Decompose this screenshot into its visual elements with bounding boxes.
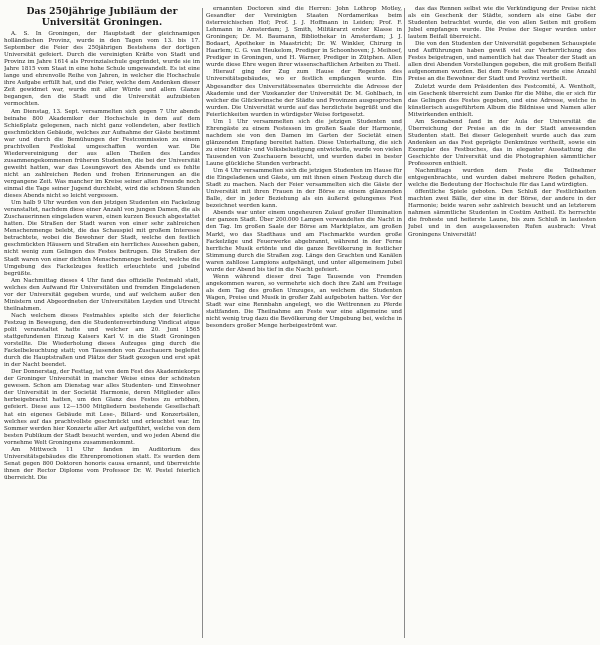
paragraph: Abends war unter einem ungeheuren Zulauf großer Illumination der ganzen Stadt. Über 200.000 Lampen verwandelten die Nacht in den Tag. Im großen Saale der Börse am Marktplatze, am großen Markt, wo das Stadthaus und am Fischmarkte wurden große Fackelzüge und Feuerwerke abgebrannt, während in der Ferne herrliche Musik ertönte und die ganze Bevölkerung in festlicher Stimmung durch die Straßen zog. Längs den Grachten und Kanälen waren zahllose Lampions aufgehängt, und unter allgemeinem Jubel wurde der Abend bis tief in die Nacht gefeiert. xyxy=(206,210,402,273)
column-3 xyxy=(408,6,596,484)
paragraph: Hierauf ging der Zug zum Hause der Regenten des Universitätsgebäudes, wo er festlich empfangen wurde. Ein Abgesandter des Universitätssenates überreichte die Adresse der Akademie und der Vizekanzler der Universität Dr. M. Gohlbach, in welcher die Glückwünsche der Städte und Provinzen ausgesprochen wurden. Die Universität wurde auf das herzlichste begrüßt und die Feierlichkeiten wurden in würdigster Weise fortgesetzt. xyxy=(206,69,402,118)
paragraph: Nachmittags wurden dem Feste die Teilnehmer entgegenbrachte, und wurden dabei mehrere Reden gehalten, welche die Bedeutung der Hochschule für das Land würdigten. xyxy=(408,168,596,189)
paragraph: Am Sonnabend fand in der Aula der Universität die Überreichung der Preise an die in der Stadt anwesenden Studenten statt. Bei dieser Gelegenheit wurde auch das zum Andenken an das Fest geprägte Denkmünze vertheilt, sowie ein Exemplar des Festbuches, das in eleganter Ausstattung die Geschichte der Universität und die Photographien sämmtlicher Professoren enthielt. xyxy=(408,118,596,168)
paragraph: Um 4 Uhr versammelten sich die jetzigen Studenten im Hause für die Eingeladenen und Gäste, um mit ihnen einen Festzug durch die Stadt zu machen. Nach der Feier versammelten sich die Gäste der Universität mit ihren Frauen in der Börse zu einem glänzenden Balle, der in jeder Beziehung als ein äußerst gelungenes Fest bezeichnet werden kann. xyxy=(206,168,402,210)
paragraph: Wenn während dieser drei Tage Tausende von Fremden angekommen waren, so vermehrte sich doch ihre Zahl am Freitage als dem Tag des großen Umzuges, an welchem die Studenten Wagen, Preise und Musik in großer Zahl aufgeboten hatten. Vor der Stadt war eine Rennbahn angelegt, wo die Wettrennen zu Pferde stattfanden. Die Theilnahme am Feste war eine allgemeine und nicht wenig trug dazu die Bevölkerung der Umgebung bei, welche in besonders großer Menge herbeigeströmt war. xyxy=(206,273,402,330)
paragraph: Der Donnerstag, der Festtag, ist von dem Fest des Akademiekorps der Groninger Universität in mancher Weise eines der schönsten gewesen. Schon am Dienstag war alles Studenten- und Einwohner der Universität in der Societät Harmonie, deren Mitglieder alles herbeigebracht hatten, um den Glanz des Festes zu erhöhen, gefeiert. Diese aus 12—1500 Mitgliedern bestehende Gesellschaft hat ein eigenes Gebäude mit Lese-, Billard- und Konzertsälen, welches auf das prachtvollste geschmückt und erleuchtet war. Im Sommer werden hier Konzerte aller Art aufgeführt, welche von dem besten Publikum der Stadt besucht werden, und wo jeden Abend die vornehme Welt Groningens zusammenkommt. xyxy=(4,369,200,446)
column-2 xyxy=(206,6,402,638)
paragraph: Die von den Studenten der Universität gegebenen Schauspiele und Aufführungen haben gewiß viel zur Verherrlichung des Festes beigetragen, und namentlich hat das Theater der Stadt an allen drei Abenden Vorstellungen gegeben, die mit großem Beifall aufgenommen wurden. Bei dem Feste selbst wurde eine Anzahl Preise an die Bewohner der Stadt und Provinz vertheilt. xyxy=(408,41,596,83)
article-title: Das 250jährige Jubiläum der Universität Groningen. xyxy=(26,6,178,28)
column-divider xyxy=(404,8,405,638)
paragraph: A. S. In Groningen, der Hauptstadt der gleichnamigen holländischen Provinz, wurde in den Tagen vom 13. bis 17. September die Feier des 250jährigen Bestehens der dortigen Universität gefeiert. Durch die vereinigten Kräfte von Stadt und Provinz im Jahre 1614 als Provinzialschule gegründet, wurde sie im Jahre 1815 vom Staat in eine hohe Schule umgewandelt. Es ist eine lange und ehrenvolle Reihe von Jahren, in welcher die Hochschule ihre Aufgabe erfüllt hat, und die Feier, welche dem Andenken dieser Zeit gewidmet war, wurde mit aller Würde und allem Glanze begangen, den die Stadt und die Universität aufzubieten vermochten. xyxy=(4,31,200,108)
column-1 xyxy=(4,6,200,642)
paragraph: Am Mittwoch 11 Uhr fanden im Auditorium des Universitätsgebäudes die Ehrenpromotionen statt. Es wurden dem Senat gegen 800 Doktoren honoris causa ernannt, und überreichte ihnen der Rector Diplome vom Professor Dr. W. Pestel feierlich überreicht. Die xyxy=(4,446,200,481)
paragraph: ernannten Doctoren sind die Herren: John Lothrop Motley, Gesandter der Vereinigten Staaten Nordamerikas beim österreichischen Hof; Prof. J. J. Hoffmann in Leiden; Prof. F. Lehmann in Amsterdam; J. Smith, Militärarzt erster Klasse in Groningen; Dr. M. Baumann, Bibliothekar in Amsterdam; J. J. Bodaart, Apotheker in Maastricht; Dr. W. Winkler, Chirurg in Haarlem; C. G. van Heukelom, Prediger in Schoonhoven; J. Meihoef, Prediger in Groningen, und H. Warner, Prediger in Zütphen. Allen wurde diese Ehre wegen ihrer wissenschaftlichen Arbeiten zu Theil. xyxy=(206,6,402,69)
paragraph: Zuletzt wurde dem Präsidenten des Festcomité, A. Wentholt, ein Geschenk überreicht zum Danke für die Mühe, die er sich für das Gelingen des Festes gegeben, und eine Adresse, welche in künstlerisch ausgeführtem Album die Bildnisse und Namen aller Mitwirkenden enthielt. xyxy=(408,83,596,118)
paragraph: das das Rennen selbst wie die Verkündigung der Preise nicht als ein Geschenk der Städte, sondern als eine Gabe der Studenten betrachtet wurde, die von allen Seiten mit großem Jubel empfangen wurde. Die Preise der Sieger wurden unter lautem Beifall überreicht. xyxy=(408,6,596,41)
paragraph: Um 1 Uhr versammelten sich die jetzigen Studenten und Ehrengäste zu einem Festessen im großen Saale der Harmonie, nachdem sie von den Damen im Garten der Societät einen glänzenden Empfang bereitet hatten. Diese Unterhaltung, die sich zu einer Militär- und Volksbelustigung entwickelte, wurde von vielen Tausenden von Zuschauern besucht, und wurden dabei in bester Laune glückliche Stunden verbracht. xyxy=(206,118,402,168)
paragraph: Nach welchem dieses Festmahles spielte sich der feierliche Festzug in Bewegung, den die Studentenverbindung Vindicat atque polit veranstaltet hatte und welcher am 20. Juni 1565 stattgefundenen Einzug Kaisers Karl V. in die Stadt Groningen vorstellte. Die Wiederholung dieses Aufzuges ging durch die Fackelbeleuchtung statt; von Tausenden von Zuschauern begleitet durch die Hauptstraßen und Plätze der Stadt gezogen und erst spät in der Nacht beendet. xyxy=(4,312,200,369)
paragraph: Um halb 9 Uhr wurden von den jetzigen Studenten ein Fackelzug veranstaltet, nachdem diese einer Anzahl von jungen Damen, die als Zuschauerinnen eingeladen waren, einen kurzen Besuch abgestattet hatten. Die Straßen der Stadt waren von einer sehr zahlreichen Menschenmenge belebt, die das Schauspiel mit großem Interesse betrachtete, wobei die Bewohner der Stadt, welche den festlich geschmückten Häusern und Straßen ein herrliches Aussehen gaben, nicht wenig zum Gelingen des Festes beitrugen. Die Straßen der Stadt waren von einer dichten Menschenmenge bedeckt, welche die Umgebung des Fackelzuges festlich erleuchtete und jubelnd begrüßte. xyxy=(4,200,200,277)
paragraph: Am Dienstag, 13. Sept. versammelten sich gegen 7 Uhr abends beinahe 800 Akademiker der Hochschule in dem auf dem Schießplatz gelegenen, nach nicht ganz vollendeten, aber festlich geschmückten Gebäude, welches zur Aufnahme der Gäste bestimmt war und durch die Bemühungen der Festcommission zu einem prachtvollen Festlokal umgeschaffen worden war. Die Wiedervereinigung der aus allen Theilen des Landes zusammengekommenen früheren Studenten, die bei der Universität geweiht hatten, war das Losungswort des Abends und es fehlte nicht an zahlreichen Reden und frohen Erinnerungen an die vergangene Zeit. Was mancher im Kreise seiner alten Freunde noch einmal die Tage seiner Jugend durchlebt, wird die schönen Stunden dieses Abends nicht so leicht vergessen. xyxy=(4,108,200,200)
paragraph: öffentliche Spiele geboten. Den Schluß der Festlichkeiten machten zwei Bälle, der eine in der Börse, der andere in der Harmonie; beide waren sehr zahlreich besucht und an letzterem nahmen sämmtliche Studenten in Costüm Antheil. Es herrschte die froheste und heiterste Laune, bis zum Schluß in lautesten Jubel und in den ausgelassensten Rufen ausbrach: Vivat Groningens Universität! xyxy=(408,189,596,238)
paragraph: Am Nachmittag dieses 4 Uhr fand das offizielle Festmahl statt, welches den Aufwand für Universitäten und fremden Eingeladenen vor der Universität gegeben wurde, und auf welchem außer den Ministern und Abgeordneten der Universitäten Leyden und Utrecht theilnahmen. xyxy=(4,277,200,312)
column-divider xyxy=(202,8,203,638)
